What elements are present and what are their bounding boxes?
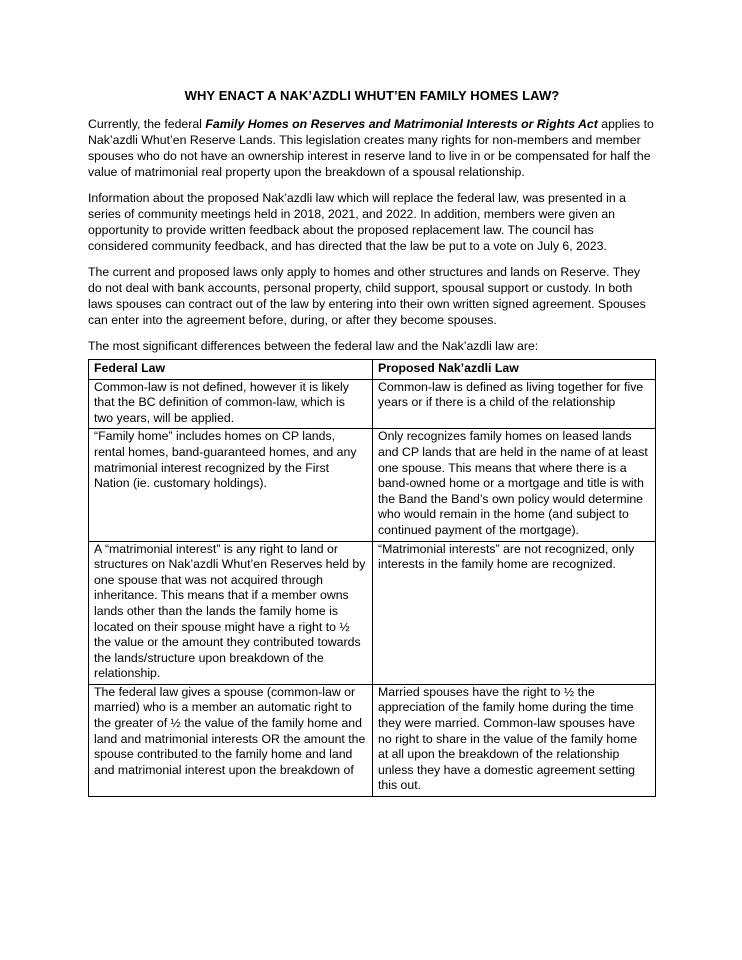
act-title: Family Homes on Reserves and Matrimonial Interests or Rights Act <box>205 117 598 131</box>
header-proposed-law: Proposed Nak’azdli Law <box>373 360 656 380</box>
scope-paragraph: The current and proposed laws only apply to homes and other structures and lands on Reserve. They do not deal with bank accounts, personal property, child support, spousal support or custody. In both laws spouses can contract out of the law by entering into their own written signed agreement. Spouses can enter into the agreement before, during, or after they become spouses. <box>88 265 646 327</box>
consultation-paragraph: Information about the proposed Nak’azdli law which will replace the federal law, was presented in a series of community meetings held in 2018, 2021, and 2022. In addition, members were given an opportunity to provide written feedback about the proposed replacement law. The council has considered community feedback, and has directed that the law be put to a vote on July 6, 2023. <box>88 191 626 253</box>
intro-prefix: Currently, the federal <box>88 117 206 131</box>
table-row <box>89 541 656 684</box>
federal-cell: A “matrimonial interest” is any right to land or structures on Nak’azdli Whut’en Reserves held by one spouse that was not acquired through inheritance. This means that if a member owns lands other than the lands the family home is located on their spouse might have a right to ½ the value or the amount they contributed towards the lands/structure upon breakdown of the relationship. <box>89 541 373 684</box>
table-row <box>89 684 656 796</box>
proposed-cell: Common-law is defined as living together for five years or if there is a child of the relationship <box>373 379 656 429</box>
proposed-cell: Only recognizes family homes on leased lands and CP lands that are held in the name of at least one spouse. This means that where there is a band-owned home or a mortgage and title is with the Band the Band’s own policy would determine who would remain in the home (and subject to continued payment of the mortgage). <box>373 429 656 541</box>
intro-paragraph <box>88 116 656 180</box>
table-row <box>89 379 656 429</box>
proposed-cell: Married spouses have the right to ½ the appreciation of the family home during the time they were married. Common-law spouses have no right to share in the value of the family home at all upon the breakdown of the relationship unless they have a domestic agreement setting this out. <box>373 684 656 796</box>
table-header-row <box>89 360 656 380</box>
proposed-cell: “Matrimonial interests” are not recognized, only interests in the family home are recognized. <box>373 541 656 684</box>
intro-suffix: applies to Nak’azdli Whut’en Reserve Lands. This legislation creates many rights for non-members and member spouses who do not have an ownership interest in reserve land to live in or be compensated for half the value of matrimonial real property upon the breakdown of a spousal relationship. <box>88 117 654 179</box>
document-page <box>88 88 656 797</box>
document-title: WHY ENACT A NAK’AZDLI WHUT’EN FAMILY HOMES LAW? <box>184 88 560 103</box>
federal-cell: The federal law gives a spouse (common-law or married) who is a member an automatic right to the greater of ½ the value of the family home and land and matrimonial interests OR the amount the spouse contributed to the family home and land and matrimonial interest upon the breakdown of <box>89 684 373 796</box>
comparison-table <box>88 359 656 797</box>
header-federal-law: Federal Law <box>89 360 373 380</box>
federal-cell: “Family home” includes homes on CP lands, rental homes, band-guaranteed homes, and any matrimonial interest recognized by the First Nation (ie. customary holdings). <box>89 429 373 541</box>
differences-intro: The most significant differences between the federal law and the Nak’azdli law are: <box>88 339 539 353</box>
federal-cell: Common-law is not defined, however it is likely that the BC definition of common-law, which is two years, will be applied. <box>89 379 373 429</box>
table-row <box>89 429 656 541</box>
